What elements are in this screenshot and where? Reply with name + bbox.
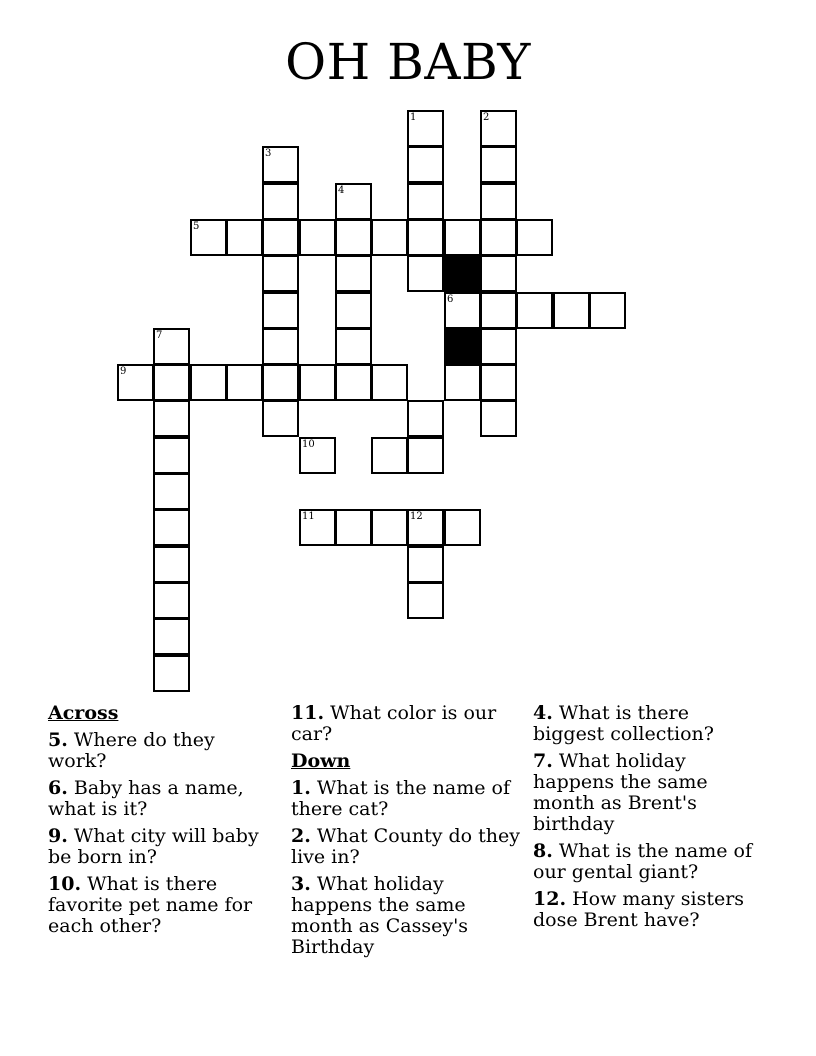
crossword-cell[interactable] xyxy=(516,219,553,256)
crossword-cell[interactable] xyxy=(299,437,336,474)
clue-text: How many sisters dose Brent have? xyxy=(533,888,745,931)
clue-number-label: 3. xyxy=(291,873,311,895)
crossword-cell[interactable] xyxy=(407,546,444,583)
crossword-cell[interactable] xyxy=(480,146,517,183)
crossword-cell[interactable] xyxy=(516,292,553,329)
crossword-cell[interactable] xyxy=(407,183,444,220)
crossword-cell[interactable] xyxy=(117,364,154,401)
crossword-cell[interactable] xyxy=(480,255,517,292)
clue-number: 1 xyxy=(410,112,417,123)
crossword-cell[interactable] xyxy=(299,509,336,546)
crossword-cell[interactable] xyxy=(153,618,190,655)
clue xyxy=(48,778,278,820)
across-clue-list xyxy=(48,730,278,937)
clue-number: 7 xyxy=(156,330,163,341)
crossword-cell[interactable] xyxy=(153,400,190,437)
black-square xyxy=(444,255,481,292)
clue-number-label: 4. xyxy=(533,702,553,724)
clue-column-2 xyxy=(291,703,521,964)
crossword-cell[interactable] xyxy=(371,219,408,256)
clue xyxy=(48,826,278,868)
clue-column-1 xyxy=(48,703,278,943)
crossword-cell[interactable] xyxy=(480,364,517,401)
across-heading: Across xyxy=(48,702,119,724)
crossword-cell[interactable] xyxy=(262,183,299,220)
crossword-cell[interactable] xyxy=(335,328,372,365)
crossword-cell[interactable] xyxy=(262,328,299,365)
crossword-cell[interactable] xyxy=(407,146,444,183)
clue xyxy=(48,730,278,772)
crossword-cell[interactable] xyxy=(299,219,336,256)
crossword-cell[interactable] xyxy=(407,437,444,474)
crossword-cell[interactable] xyxy=(335,255,372,292)
clue-text: What color is our car? xyxy=(291,702,497,745)
clue-number: 4 xyxy=(338,185,345,196)
clue xyxy=(48,874,278,937)
crossword-cell[interactable] xyxy=(444,219,481,256)
crossword-cell[interactable] xyxy=(226,364,263,401)
crossword-cell[interactable] xyxy=(480,292,517,329)
crossword-cell[interactable] xyxy=(407,582,444,619)
clue xyxy=(291,826,521,868)
crossword-cell[interactable] xyxy=(371,364,408,401)
clue-number-label: 6. xyxy=(48,777,68,799)
clue-number: 3 xyxy=(265,148,272,159)
crossword-cell[interactable] xyxy=(153,364,190,401)
clue xyxy=(533,703,763,745)
crossword-cell[interactable] xyxy=(335,219,372,256)
clue-number-label: 7. xyxy=(533,750,553,772)
crossword-cell[interactable] xyxy=(190,219,227,256)
crossword-cell[interactable] xyxy=(407,110,444,147)
crossword-cell[interactable] xyxy=(262,364,299,401)
crossword-cell[interactable] xyxy=(153,582,190,619)
crossword-cell[interactable] xyxy=(153,328,190,365)
across-clue-list-continued xyxy=(291,703,521,745)
clue-number: 12 xyxy=(410,511,423,522)
black-square xyxy=(444,328,481,365)
crossword-cell[interactable] xyxy=(444,509,481,546)
crossword-cell[interactable] xyxy=(190,364,227,401)
clue-number-label: 5. xyxy=(48,729,68,751)
clue-number-label: 1. xyxy=(291,777,311,799)
clue-number-label: 9. xyxy=(48,825,68,847)
crossword-cell[interactable] xyxy=(553,292,590,329)
crossword-cell[interactable] xyxy=(480,219,517,256)
clue-number: 11 xyxy=(302,511,315,522)
crossword-cell[interactable] xyxy=(589,292,626,329)
page-title: OH BABY xyxy=(285,33,531,91)
crossword-cell[interactable] xyxy=(153,546,190,583)
clue xyxy=(533,841,763,883)
clue-number-label: 12. xyxy=(533,888,567,910)
clue-text: What city will baby be born in? xyxy=(48,825,259,868)
clue-text: What holiday happens the same month as Cassey's Birthday xyxy=(291,873,469,958)
crossword-cell[interactable] xyxy=(480,328,517,365)
down-heading: Down xyxy=(291,750,351,772)
clue-number: 10 xyxy=(302,439,315,450)
crossword-cell[interactable] xyxy=(153,437,190,474)
clue-number-label: 8. xyxy=(533,840,553,862)
clue-number-label: 2. xyxy=(291,825,311,847)
crossword-cell[interactable] xyxy=(262,400,299,437)
crossword-cell[interactable] xyxy=(262,292,299,329)
clue-text: What is the name of there cat? xyxy=(291,777,511,820)
clue-text: What is there biggest collection? xyxy=(533,702,714,745)
clue-number-label: 10. xyxy=(48,873,82,895)
clue-text: Where do they work? xyxy=(48,729,215,772)
crossword-cell[interactable] xyxy=(444,292,481,329)
clue-number: 9 xyxy=(120,366,127,377)
crossword-cell[interactable] xyxy=(335,292,372,329)
crossword-cell[interactable] xyxy=(153,509,190,546)
crossword-cell[interactable] xyxy=(480,400,517,437)
crossword-cell[interactable] xyxy=(153,655,190,692)
clue xyxy=(291,703,521,745)
clue xyxy=(533,889,763,931)
clue-number: 2 xyxy=(483,112,490,123)
crossword-cell[interactable] xyxy=(335,364,372,401)
crossword-cell[interactable] xyxy=(407,509,444,546)
crossword-cell[interactable] xyxy=(153,473,190,510)
clue-number: 5 xyxy=(193,221,200,232)
crossword-cell[interactable] xyxy=(335,509,372,546)
crossword-cell[interactable] xyxy=(371,509,408,546)
down-clue-list-continued xyxy=(533,703,763,931)
crossword-cell[interactable] xyxy=(407,255,444,292)
crossword-cell[interactable] xyxy=(335,183,372,220)
crossword-cell[interactable] xyxy=(480,110,517,147)
crossword-cell[interactable] xyxy=(226,219,263,256)
clue-text: What is there favorite pet name for each other? xyxy=(48,873,253,937)
crossword-cell[interactable] xyxy=(262,146,299,183)
clue-text: What holiday happens the same month as Brent's birthday xyxy=(533,750,708,835)
crossword-cell[interactable] xyxy=(299,364,336,401)
crossword-cell[interactable] xyxy=(371,437,408,474)
crossword-cell[interactable] xyxy=(407,219,444,256)
clue-text: What is the name of our gental giant? xyxy=(533,840,753,883)
clue-number: 6 xyxy=(447,294,454,305)
crossword-cell[interactable] xyxy=(444,364,481,401)
clue xyxy=(291,778,521,820)
down-clue-list xyxy=(291,778,521,958)
clue-number-label: 11. xyxy=(291,702,325,724)
clue-text: Baby has a name, what is it? xyxy=(48,777,244,820)
clue xyxy=(533,751,763,835)
crossword-cell[interactable] xyxy=(262,255,299,292)
clue-text: What County do they live in? xyxy=(291,825,521,868)
crossword-cell[interactable] xyxy=(407,400,444,437)
crossword-cell[interactable] xyxy=(262,219,299,256)
clue xyxy=(291,874,521,958)
crossword-cell[interactable] xyxy=(480,183,517,220)
clue-column-3 xyxy=(533,703,763,937)
